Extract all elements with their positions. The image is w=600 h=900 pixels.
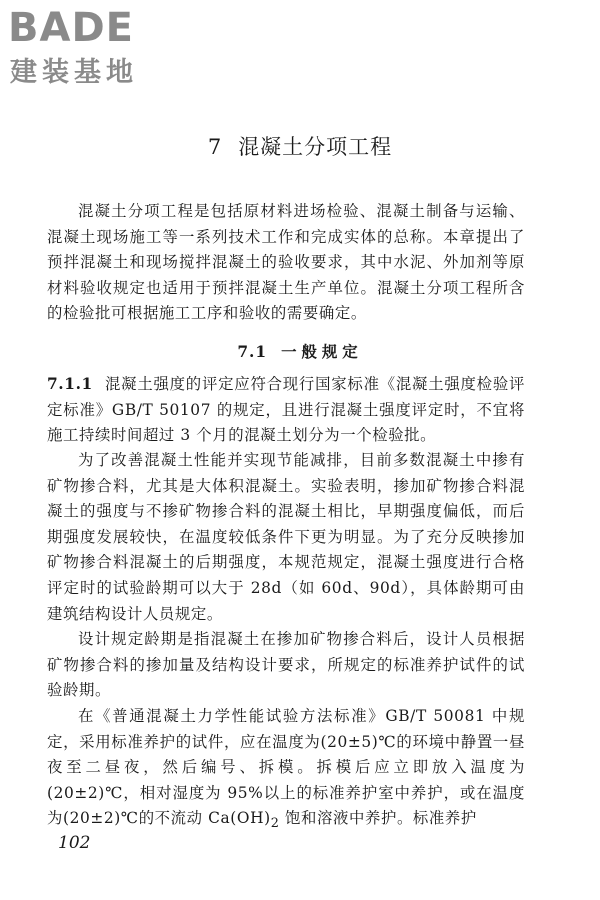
chapter-title (0, 132, 600, 162)
body-paragraph-3 (47, 704, 525, 837)
subscript-2: 2 (270, 816, 280, 832)
section-title (0, 340, 600, 364)
clause-paragraph (47, 372, 525, 449)
section-heading: 一般规定 (281, 343, 363, 361)
logo-wordmark: BADE (8, 5, 134, 51)
body-paragraph-3-text: 在《普通混凝土力学性能试验方法标准》GB/T 50081 中规定，采用标准养护的试件，应在温度为(20±5)℃的环境中静置一昼夜至二昼夜，然后编号、拆模。拆模后应立即放入温度为(20±2)℃，相对湿度为 95%以上的标准养护室中养护，或在温度为(20±2)℃的不流动 Ca(OH) (47, 707, 525, 828)
logo-subtitle: 建装基地 (10, 57, 138, 88)
logo (8, 4, 173, 96)
clause-number: 7.1.1 (47, 375, 93, 393)
intro-paragraph: 混凝土分项工程是包括原材料进场检验、混凝土制备与运输、混凝土现场施工等一系列技术工作和完成实体的总称。本章提出了预拌混凝土和现场搅拌混凝土的验收要求，其中水泥、外加剂等原材料验收规定也适用于预拌混凝土生产单位。混凝土分项工程所含的检验批可根据施工工序和验收的需要确定。 (47, 202, 525, 323)
body-paragraph-2: 设计规定龄期是指混凝土在掺加矿物掺合料后，设计人员根据矿物掺合料的掺加量及结构设计要求，所规定的标准养护试件的试验龄期。 (47, 630, 525, 700)
body-paragraph-1: 为了改善混凝土性能并实现节能减排，目前多数混凝土中掺有矿物掺合料，尤其是大体积混凝土。实验表明，掺加矿物掺合料混凝土的强度与不掺矿物掺合料的混凝土相比，早期强度偏低，而后期强度发展较快，在温度较低条件下更为明显。为了充分反映掺加矿物掺合料混凝土的后期强度，本规范规定，混凝土强度进行合格评定时的试验龄期可以大于 28d（如 60d、90d），具体龄期可由建筑结构设计人员规定。 (47, 451, 525, 623)
section-number: 7.1 (237, 343, 268, 361)
chapter-heading: 混凝土分项工程 (238, 135, 393, 159)
chapter-number: 7 (207, 135, 223, 159)
clause-text: 混凝土强度的评定应符合现行国家标准《混凝土强度检验评定标准》GB/T 50107 的规定，且进行混凝土强度评定时，不宜将施工持续时间超过 3 个月的混凝土划分为一个检验批。 (47, 375, 525, 445)
page-number: 102 (58, 833, 91, 853)
body-paragraph-3-tail: 饱和溶液中养护。标准养护 (279, 809, 477, 828)
